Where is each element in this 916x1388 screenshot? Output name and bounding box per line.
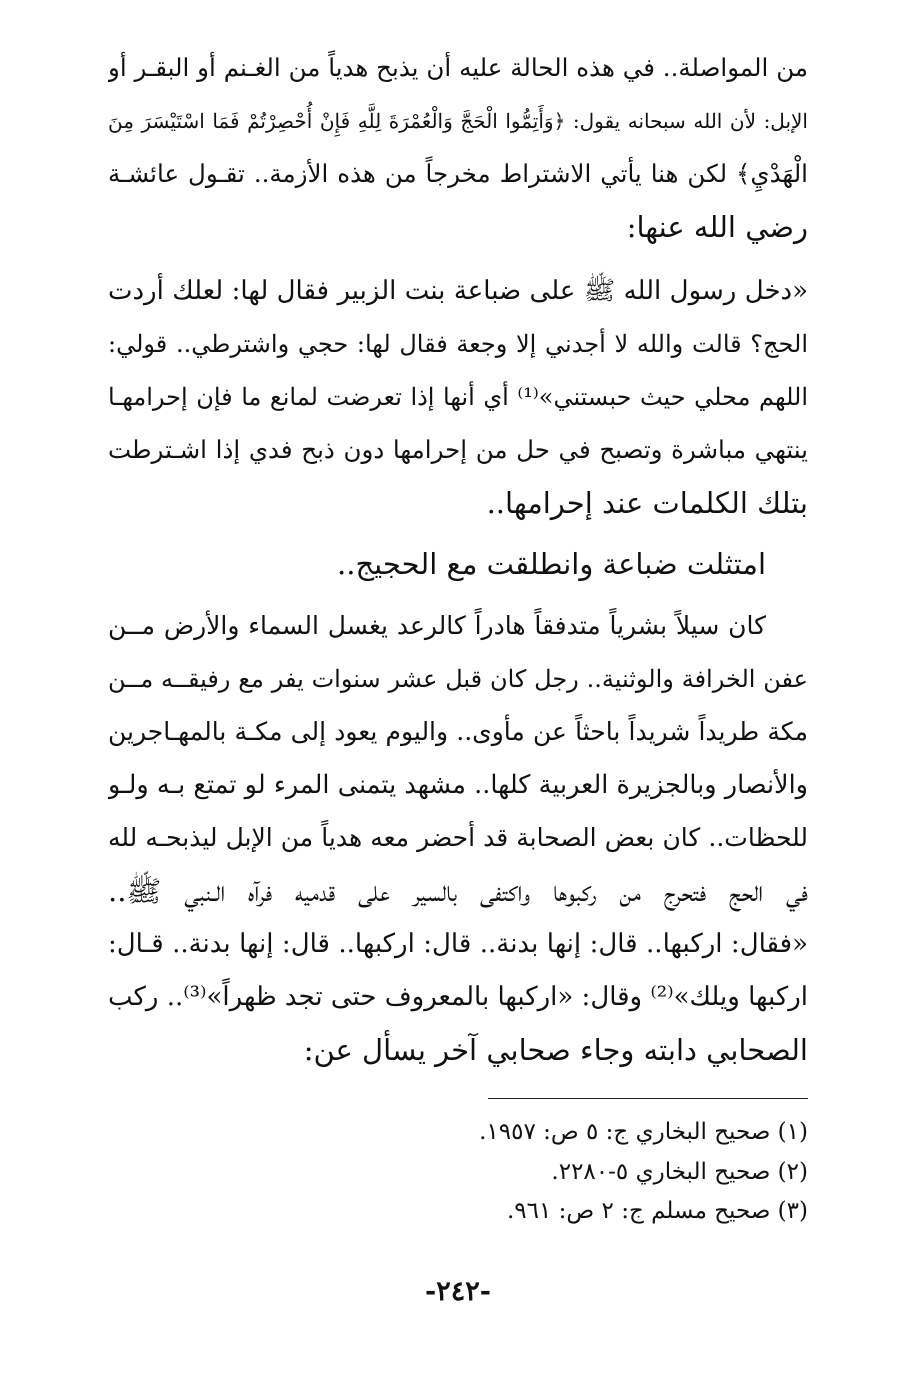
text-line: رضي الله عنها: [626,210,808,244]
text-line: الصحابي دابته وجاء صحابي آخر يسأل عن: [303,1033,808,1067]
text-line: في الحج فتحرج من ركبوها واكتفى بالسير على قدميه فرآه الـنبي ﷺ.. [108,874,808,908]
text-line: اركبها ويلك»⁽²⁾ وقال: «اركبها بالمعروف حتى تجد ظهراً»⁽³⁾.. ركب [108,982,808,1012]
footnote-3: (٣) صحيح مسلم ج: ٢ ص: ٩٦١. [506,1198,808,1224]
page-number: -٢٤٢- [425,1276,491,1307]
text-line: ينتهي مباشرة وتصبح في حل من إحرامها دون ذبح فدي إذا اشـترطت [108,435,808,464]
text-line: «فقال: اركبها.. قال: إنها بدنة.. قال: اركبها.. قال: إنها بدنة.. قـال: [108,929,808,959]
text-line: عفن الخرافة والوثنية.. رجل كان قبل عشر سنوات يفر مع رفيقــه مــن [108,665,808,693]
footnote-separator [488,1098,808,1099]
footnote-2: (٢) صحيح البخاري ٥-٢٢٨٠. [551,1159,808,1185]
text-line: اللهم محلي حيث حبستني»⁽¹⁾ أي أنها إذا تعرضت لمانع ما فإن إحرامهـا [108,383,808,411]
text-line: مكة طريداً شريداً باحثاً عن مأوى.. واليوم يعود إلى مكـة بالمهـاجرين [108,717,808,746]
footnote-1: (١) صحيح البخاري ج: ٥ ص: ١٩٥٧. [479,1119,808,1145]
text-line: للحظات.. كان بعض الصحابة قد أحضر معه هدياً من الإبل ليذبحـه لله [108,823,808,852]
text-line: كان سيلاً بشرياً متدفقاً هادراً كالرعد يغسل السماء والأرض مــن [108,611,766,640]
text-line: «دخل رسول الله ﷺ على ضباعة بنت الزبير فقال لها: لعلك أردت [108,276,808,306]
text-line-with-quran-verse: الإبل: لأن الله سبحانه يقول: ﴿وَأَتِمُّوا الْحَجَّ وَالْعُمْرَةَ لِلَّهِ فَإِنْ أُحْصِرْتُمْ فَمَا اسْتَيْسَرَ مِنَ [108,109,808,133]
text-line: بتلك الكلمات عند إحرامها.. [486,486,808,520]
text-line: من المواصلة.. في هذه الحالة عليه أن يذبح هدياً من الغـنم أو البقـر أو [108,53,808,82]
text-line: الْهَدْيِ﴾ لكن هنا يأتي الاشتراط مخرجاً من هذه الأزمة.. تقـول عائشـة [108,159,808,188]
text-line: امتثلت ضباعة وانطلقت مع الحجيج.. [337,547,766,581]
text-line: الحج؟ قالت والله لا أجدني إلا وجعة فقال لها: حجي واشترطي.. قولي: [108,330,808,358]
text-line: والأنصار وبالجزيرة العربية كلها.. مشهد يتمنى المرء لو تمتع بـه ولـو [108,770,808,800]
